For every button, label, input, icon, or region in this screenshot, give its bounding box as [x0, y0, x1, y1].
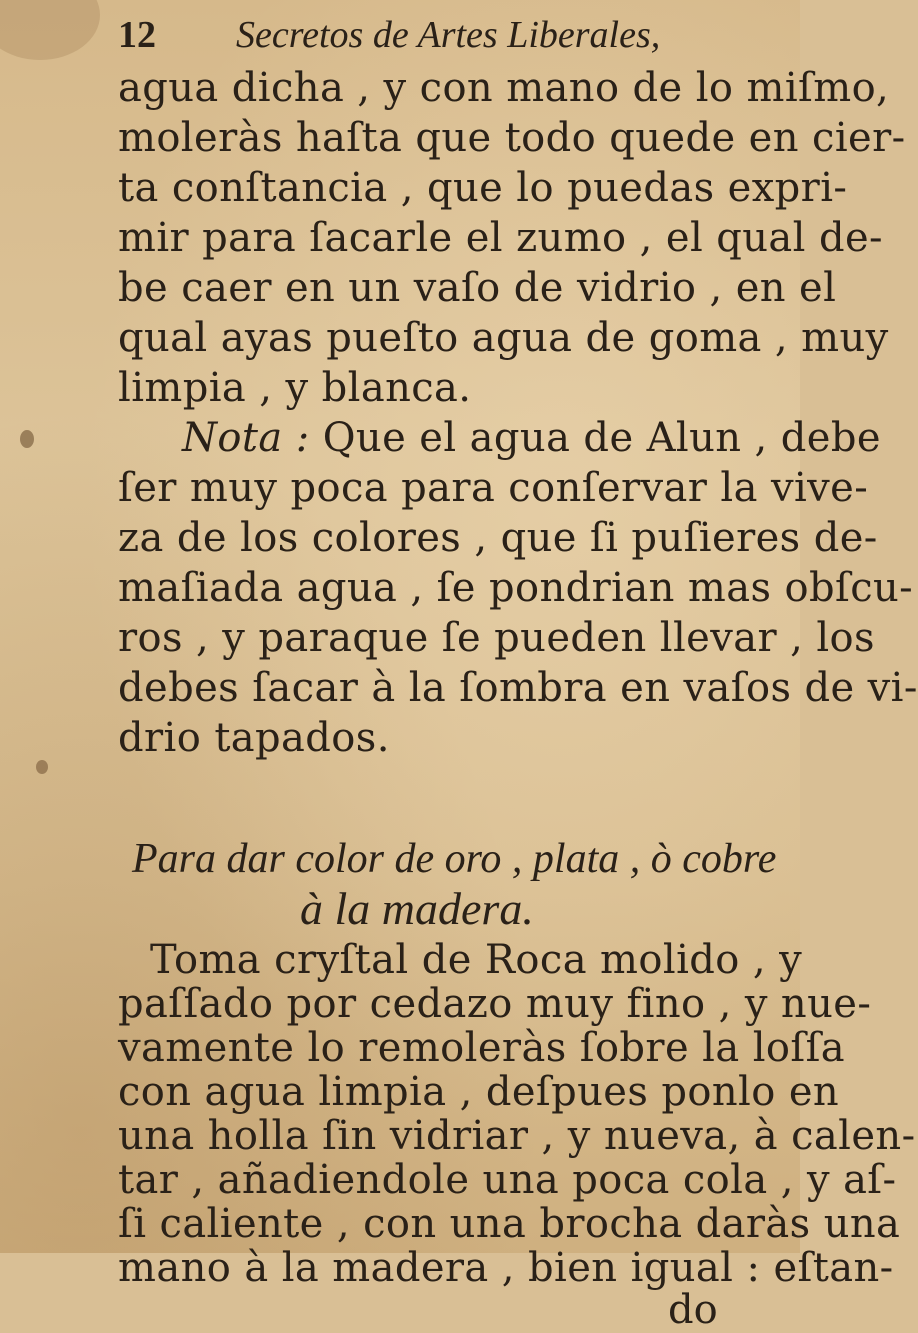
text-line: vamente lo remoleràs ſobre la loſſa: [118, 1025, 846, 1071]
text-line: paſſado por cedazo muy fino , y nue-: [118, 981, 872, 1027]
section-title: Para dar color de oro , plata , ò cobre: [132, 836, 777, 882]
text-line: una holla ſin vidriar , y nueva, à calen-: [118, 1113, 916, 1159]
text-line: qual ayas pueſto agua de goma , muy: [118, 315, 889, 361]
text-line: agua dicha , y con mano de lo miſmo,: [118, 65, 890, 111]
text-line: ſer muy poca para conſervar la vive-: [118, 465, 869, 511]
text-line: ſi caliente , con una brocha daràs una: [118, 1201, 901, 1247]
text-line: limpia , y blanca.: [118, 365, 472, 411]
nota-label: Nota :: [182, 415, 310, 461]
text-line: ta conſtancia , que lo puedas expri-: [118, 165, 848, 211]
nota-text: Que el agua de Alun , debe: [322, 415, 881, 461]
text-line: tar , añadiendole una poca cola , y aſ-: [118, 1157, 897, 1203]
section-title: à la madera.: [300, 883, 534, 934]
text-line: mir para ſacarle el zumo , el qual de-: [118, 215, 883, 261]
paper-stain: [20, 430, 34, 448]
running-title: Secretos de Artes Liberales,: [236, 14, 661, 56]
catchword: do: [668, 1287, 718, 1333]
paper-stain: [0, 0, 100, 60]
running-header: [118, 16, 660, 54]
text-line: moleràs haſta que todo quede en cier-: [118, 115, 906, 161]
text-line: Toma cryſtal de Roca molido , y: [150, 937, 803, 983]
text-line: za de los colores , que ſi puſieres de-: [118, 515, 878, 561]
text-line: con agua limpia , deſpues ponlo en: [118, 1069, 840, 1115]
text-line: debes ſacar à la ſombra en vaſos de vi-: [118, 665, 918, 711]
text-line: be caer en un vaſo de vidrio , en el: [118, 265, 837, 311]
text-line: ros , y paraque ſe pueden llevar , los: [118, 615, 875, 661]
nota-first-line: [182, 415, 881, 461]
page-number: 12: [118, 14, 156, 56]
text-line: mano à la madera , bien igual : eſtan-: [118, 1245, 894, 1291]
text-line: drio tapados.: [118, 715, 390, 761]
text-line: maſiada agua , ſe pondrian mas obſcu-: [118, 565, 914, 611]
paper-stain: [36, 760, 48, 774]
